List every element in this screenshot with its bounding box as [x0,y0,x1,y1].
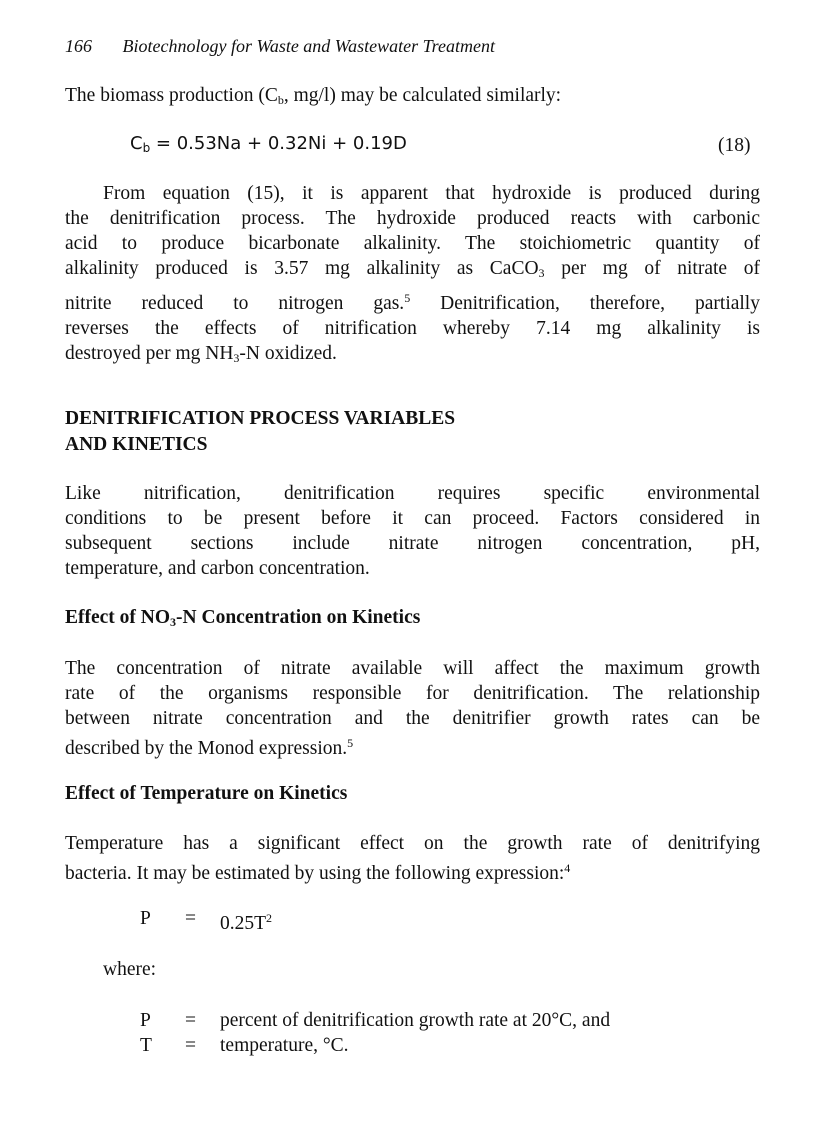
definition-text: percent of denitrification growth rate at 20°C, and [220,1010,611,1031]
paragraph-conditions [65,481,760,581]
para1-l5a: nitrite reduced to nitrogen gas. [65,293,405,314]
para1-l4b: per mg of nitrate of [544,258,760,279]
intro-sub: b [277,93,284,107]
equation-18-number: (18) [718,135,751,156]
definition-text: temperature, °C. [220,1035,349,1056]
para4-l2sup: 4 [564,861,571,875]
equation-p-rhs-text: 0.25T [220,913,267,934]
para1-line [65,286,760,316]
para1-line: reverses the effects of nitrification whereby 7.14 mg alkalinity is [65,318,760,339]
definition-symbol: T [140,1035,152,1056]
para4-line [65,856,760,886]
definition-symbol: P [140,1010,151,1031]
para1-l4sub: 3 [538,266,545,280]
equation-p-eq: = [185,908,196,929]
eq18-rhs: = 0.53Na + 0.32Ni + 0.19D [150,133,407,154]
section-heading [65,406,455,458]
paragraph-temperature [65,831,760,886]
subheading-no3-concentration [65,605,420,635]
para1-l4a: alkalinity produced is 3.57 mg alkalinity as CaCO [65,258,539,279]
para3-line: rate of the organisms responsible for denitrification. The relationship [65,683,760,704]
definition-eq: = [185,1010,196,1031]
para1-line: the denitrification process. The hydroxide produced reacts with carbonic [65,208,760,229]
para1-l5sup: 5 [404,291,411,305]
running-header [65,36,495,57]
para1-line: acid to produce bicarbonate alkalinity. The stoichiometric quantity of [65,233,760,254]
eq18-lhs: C [130,133,143,154]
subheading-temperature: Effect of Temperature on Kinetics [65,783,348,804]
para1-l5b: Denitrification, therefore, partially [410,293,760,314]
equation-p-rhs [220,906,272,936]
paragraph-nitrate [65,656,760,761]
intro-text-a: The biomass production (C [65,85,278,106]
para2-line: subsequent sections include nitrate nitrogen concentration, pH, [65,533,760,554]
definition-eq: = [185,1035,196,1056]
equation-p-rhs-sup: 2 [266,911,273,925]
para4-l2a: bacteria. It may be estimated by using the following expression: [65,863,565,884]
para1-l7b: -N oxidized. [239,343,337,364]
paragraph-alkalinity [65,181,760,371]
intro-text-b: , mg/l) may be calculated similarly: [283,85,562,106]
equation-18 [130,133,407,155]
eq18-lhs-sub: b [142,141,151,155]
para4-line: Temperature has a significant effect on the growth rate of denitrifying [65,833,760,854]
subheading1-a: Effect of NO [65,607,171,628]
para1-line [65,256,760,286]
para3-line: between nitrate concentration and the denitrifier growth rates can be [65,708,760,729]
equation-p-lhs: P [140,908,151,929]
para2-line: temperature, and carbon concentration. [65,558,370,579]
subheading1-sub: 3 [170,615,177,629]
para1-line: From equation (15), it is apparent that hydroxide is produced during [103,183,760,204]
where-label: where: [103,959,157,980]
page-number: 166 [65,36,92,56]
para1-l7a: destroyed per mg NH [65,343,234,364]
para2-line: Like nitrification, denitrification requires specific environmental [65,483,760,504]
para3-l4sup: 5 [347,736,354,750]
section-heading-line1: DENITRIFICATION PROCESS VARIABLES [65,408,456,429]
section-heading-line2: AND KINETICS [65,434,208,455]
para2-line: conditions to be present before it can proceed. Factors considered in [65,508,760,529]
para3-line [65,731,760,761]
running-title: Biotechnology for Waste and Wastewater Treatment [122,36,495,56]
subheading1-b: -N Concentration on Kinetics [176,607,421,628]
para3-l4a: described by the Monod expression. [65,738,348,759]
para3-line: The concentration of nitrate available will affect the maximum growth [65,658,760,679]
intro-line [65,83,561,113]
para1-l7sub: 3 [233,351,240,365]
para1-line [65,341,760,371]
